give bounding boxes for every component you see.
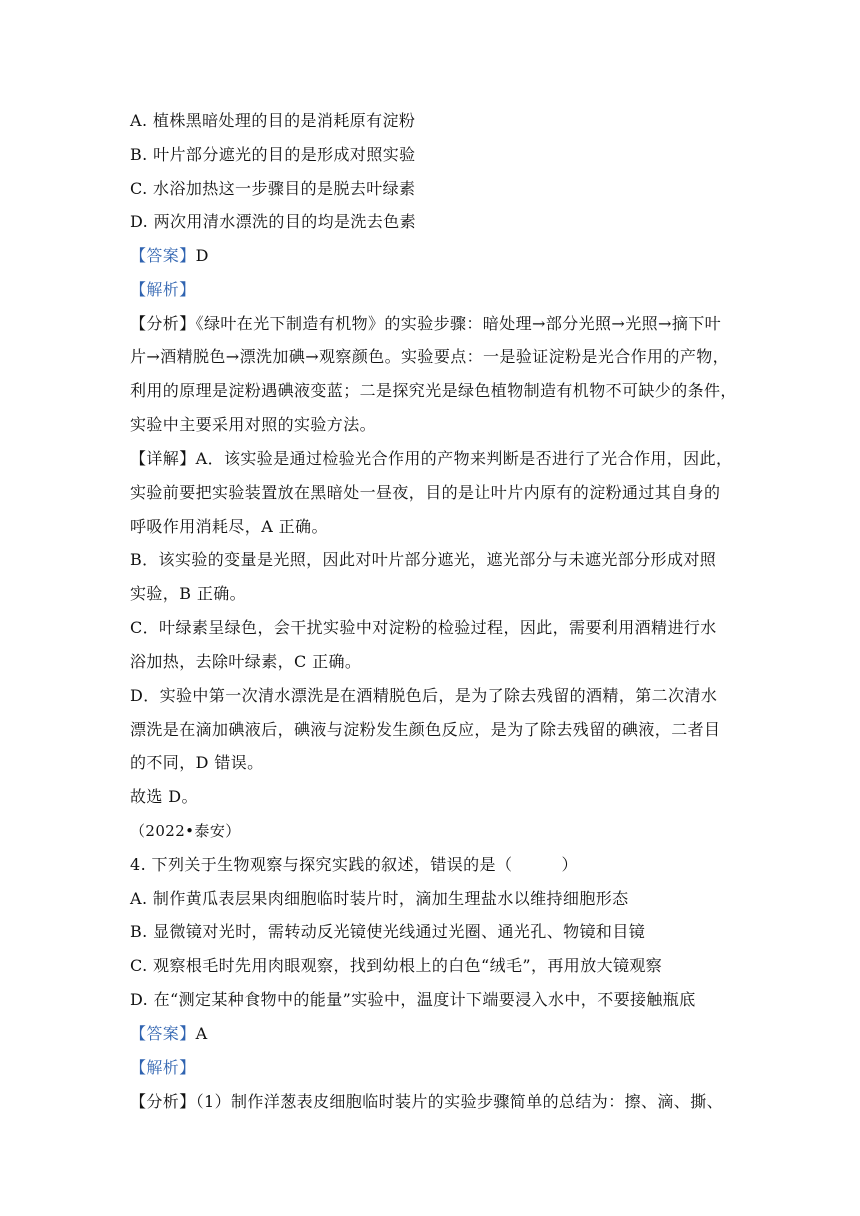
xiangjie-line-5: 实验，B 正确。	[130, 584, 247, 603]
q4-option-a: A. 制作黄瓜表层果肉细胞临时装片时，滴加生理盐水以维持细胞形态	[130, 889, 629, 908]
xiangjie-line-11: 故选 D。	[130, 787, 198, 806]
fenxi-line-2: 片→酒精脱色→漂洗加碘→观察颜色。实验要点：一是验证淀粉是光合作用的产物，	[130, 347, 730, 366]
xiangjie-line-7: 浴加热，去除叶绿素，C 正确。	[130, 652, 362, 671]
xiangjie-line-4: B．该实验的变量是光照，因此对叶片部分遮光，遮光部分与未遮光部分形成对照	[130, 550, 717, 569]
fenxi-line-4: 实验中主要采用对照的实验方法。	[130, 415, 377, 434]
q4-stem: 4. 下列关于生物观察与探究实践的叙述，错误的是（ ）	[130, 855, 578, 874]
q4-option-b: B. 显微镜对光时，需转动反光镜使光线通过光圈、通光孔、物镜和目镜	[130, 922, 646, 941]
xiangjie-text: A．该实验是通过检验光合作用的产物来判断是否进行了光合作用，因此，	[195, 449, 733, 468]
xiangjie-line-2: 实验前要把实验装置放在黑暗处一昼夜，目的是让叶片内原有的淀粉通过其自身的	[130, 483, 721, 502]
analysis-tag: 【解析】	[130, 280, 196, 299]
q3-option-b: B. 叶片部分遮光的目的是形成对照实验	[130, 145, 416, 164]
xiangjie-line-8: D．实验中第一次清水漂洗是在酒精脱色后，是为了除去残留的酒精，第二次清水	[130, 686, 718, 705]
xiangjie-line-6: C．叶绿素呈绿色，会干扰实验中对淀粉的检验过程，因此，需要利用酒精进行水	[130, 618, 717, 637]
answer-value: D	[195, 246, 209, 265]
q4-option-d: D. 在“测定某种食物中的能量”实验中，温度计下端要浸入水中，不要接触瓶底	[130, 990, 696, 1009]
q3-option-c: C. 水浴加热这一步骤目的是脱去叶绿素	[130, 179, 416, 198]
fenxi-tag: 【分析】	[130, 1092, 196, 1111]
fenxi-line-3: 利用的原理是淀粉遇碘液变蓝；二是探究光是绿色植物制造有机物不可缺少的条件，	[130, 381, 737, 400]
xiangjie-line-1	[130, 449, 733, 469]
fenxi-line-1	[130, 314, 730, 334]
answer-value: A	[195, 1024, 208, 1043]
q4-option-c: C. 观察根毛时先用肉眼观察，找到幼根上的白色“绒毛”，再用放大镜观察	[130, 956, 663, 975]
xiangjie-tag: 【详解】	[130, 449, 196, 468]
q3-answer-line	[130, 246, 730, 266]
q4-answer-line	[130, 1024, 730, 1044]
analysis-tag: 【解析】	[130, 1058, 196, 1077]
xiangjie-line-10: 的不同，D 错误。	[130, 753, 264, 772]
q3-option-d: D. 两次用清水漂洗的目的均是洗去色素	[130, 212, 417, 231]
xiangjie-line-9: 漂洗是在滴加碘液后，碘液与淀粉发生颜色反应，是为了除去残留的碘液，二者目	[130, 720, 721, 739]
q4-fenxi-line-1	[130, 1092, 730, 1112]
answer-tag: 【答案】	[130, 1024, 196, 1043]
xiangjie-line-3: 呼吸作用消耗尽，A 正确。	[130, 517, 328, 536]
fenxi-tag: 【分析】	[130, 314, 196, 333]
q3-option-a: A. 植株黑暗处理的目的是消耗原有淀粉	[130, 111, 416, 130]
answer-tag: 【答案】	[130, 246, 196, 265]
fenxi-text: 《绿叶在光下制造有机物》的实验步骤：暗处理→部分光照→光照→摘下叶	[195, 314, 722, 333]
fenxi-text: （1）制作洋葱表皮细胞临时装片的实验步骤简单的总结为：擦、滴、撕、	[195, 1092, 723, 1111]
q4-source: （2022•泰安）	[130, 822, 241, 840]
